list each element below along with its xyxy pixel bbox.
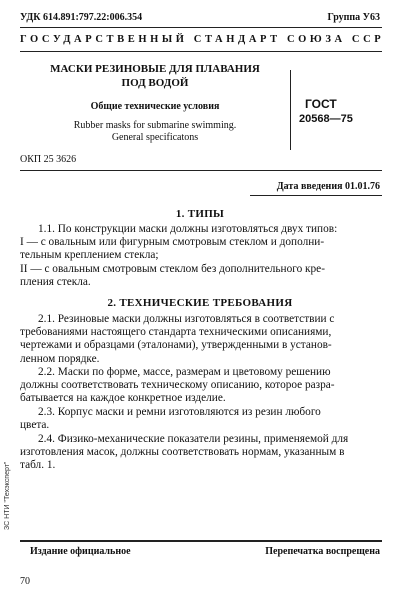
gost-label: ГОСТ bbox=[305, 97, 337, 111]
section-1-line: I — с овальным или фигурным смотровым стеклом и дополни- bbox=[20, 236, 325, 249]
section-1-line: тельным креплением стекла; bbox=[20, 249, 159, 262]
okp-rule bbox=[20, 170, 382, 171]
section-2-paragraph-1 bbox=[20, 313, 382, 366]
okp-code: ОКП 25 3626 bbox=[20, 154, 77, 165]
section-2-line: изготовления масок, должны соответствовать нормам, указанным в bbox=[20, 446, 345, 459]
title-ru bbox=[40, 62, 270, 90]
section-2-paragraph-2 bbox=[20, 366, 382, 406]
side-stamp: ЗС НТИ "Техэксперт" bbox=[4, 461, 11, 530]
section-1-line: пления стекла. bbox=[20, 275, 91, 288]
title-ru-line-1: МАСКИ РЕЗИНОВЫЕ ДЛЯ ПЛАВАНИЯ bbox=[50, 63, 260, 75]
footer-rule bbox=[20, 540, 382, 542]
group-code: Группа У63 bbox=[327, 12, 380, 23]
section-2-line: батывается на каждое конкретное изделие. bbox=[20, 392, 226, 405]
section-2-line: должны соответствовать техническому описанию, которое разра- bbox=[20, 379, 335, 392]
title-en bbox=[40, 120, 270, 144]
header-top-rule bbox=[20, 27, 382, 28]
section-2-line: 2.1. Резиновые маски должны изготовляться в соответствии с bbox=[38, 313, 335, 325]
footer-reprint-notice: Перепечатка воспрещена bbox=[265, 546, 380, 557]
page-number: 70 bbox=[20, 576, 30, 587]
section-1-line: II — с овальным смотровым стеклом без дополнительного кре- bbox=[20, 262, 325, 275]
subtitle-ru: Общие технические условия bbox=[90, 101, 220, 112]
udk-code: УДК 614.891:797.22:006.354 bbox=[20, 12, 143, 23]
section-2-line: табл. 1. bbox=[20, 459, 56, 472]
section-2-line: 2.3. Корпус маски и ремни изготовляются из резин любого bbox=[38, 406, 321, 418]
section-1-heading: 1. ТИПЫ bbox=[175, 208, 225, 220]
section-2-line: 2.2. Маски по форме, массе, размерам и цветовому решению bbox=[38, 366, 331, 378]
title-en-line-1: Rubber masks for submarine swimming. bbox=[73, 120, 237, 131]
gost-number: 20568—75 bbox=[299, 113, 353, 125]
standard-banner: ГОСУДАРСТВЕННЫЙ СТАНДАРТ СОЮЗА ССР bbox=[20, 34, 385, 45]
section-2-line: ленном порядке. bbox=[20, 352, 100, 365]
header-bottom-rule bbox=[20, 51, 382, 52]
section-2-line: требованиями настоящего стандарта техническими описаниями, bbox=[20, 326, 332, 339]
section-2-line: чертежами и образцами (эталонами), утвержденными в установ- bbox=[20, 339, 332, 352]
footer-edition: Издание официальное bbox=[30, 546, 131, 557]
date-rule bbox=[250, 195, 382, 196]
section-1-line: 1.1. По конструкции маски должны изготовляться двух типов: bbox=[38, 223, 338, 235]
section-2-line: цвета. bbox=[20, 419, 50, 432]
section-2-line: 2.4. Физико-механические показатели резины, применяемой для bbox=[38, 433, 349, 445]
section-2-paragraph-3 bbox=[20, 406, 382, 432]
section-2-paragraph-4 bbox=[20, 433, 382, 473]
section-2-heading: 2. ТЕХНИЧЕСКИЕ ТРЕБОВАНИЯ bbox=[107, 297, 293, 309]
section-1-text bbox=[20, 223, 382, 289]
effective-date: Дата введения 01.01.76 bbox=[276, 181, 380, 192]
title-en-line-2: General specificatons bbox=[111, 132, 199, 143]
gost-divider bbox=[290, 70, 291, 150]
title-ru-line-2: ПОД ВОДОЙ bbox=[121, 77, 189, 89]
